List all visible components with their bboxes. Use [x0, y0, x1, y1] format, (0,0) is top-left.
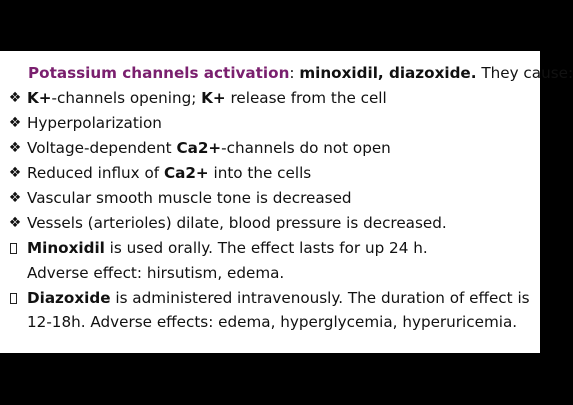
- diamond-bullet-icon: ❖: [8, 90, 22, 106]
- diamond-bullet-icon: ❖: [8, 140, 22, 156]
- drug-name: Minoxidil: [27, 239, 105, 257]
- slide-content: Potassium channels activation: minoxidil, diazoxide. They cause: ❖ K+-channels opening; K+ release from the cell ❖ Hyperpolarization ❖ Voltage-dependent Ca2+-channels do not open ❖ Reduced influx of Ca2+ into the cells ❖ Vascular smooth muscle tone is decreased ❖ Vessels (arterioles) dilate, blood pressure is decreased. Minoxidil is used orally. The effect lasts for up 24 h. Adverse effect: hirsutism, edema. Diazoxide is administered intravenously. The duration of effect is 12-18h. Adverse effects: edema, hyperglycemia, hyperuricemia.: [0, 51, 540, 353]
- box-bullet-icon: [10, 243, 17, 254]
- diamond-bullet-icon: ❖: [8, 165, 22, 181]
- title-accent: Potassium channels activation: [28, 64, 290, 82]
- diamond-bullet-icon: ❖: [8, 115, 22, 131]
- diamond-bullet-icon: ❖: [8, 215, 22, 231]
- drug-name: Diazoxide: [27, 289, 111, 307]
- title-colon: :: [289, 64, 295, 82]
- title-rest: They cause:: [476, 64, 573, 82]
- box-bullet-icon: [10, 293, 17, 304]
- title-drugs: minoxidil, diazoxide.: [299, 64, 477, 82]
- diamond-bullet-icon: ❖: [8, 190, 22, 206]
